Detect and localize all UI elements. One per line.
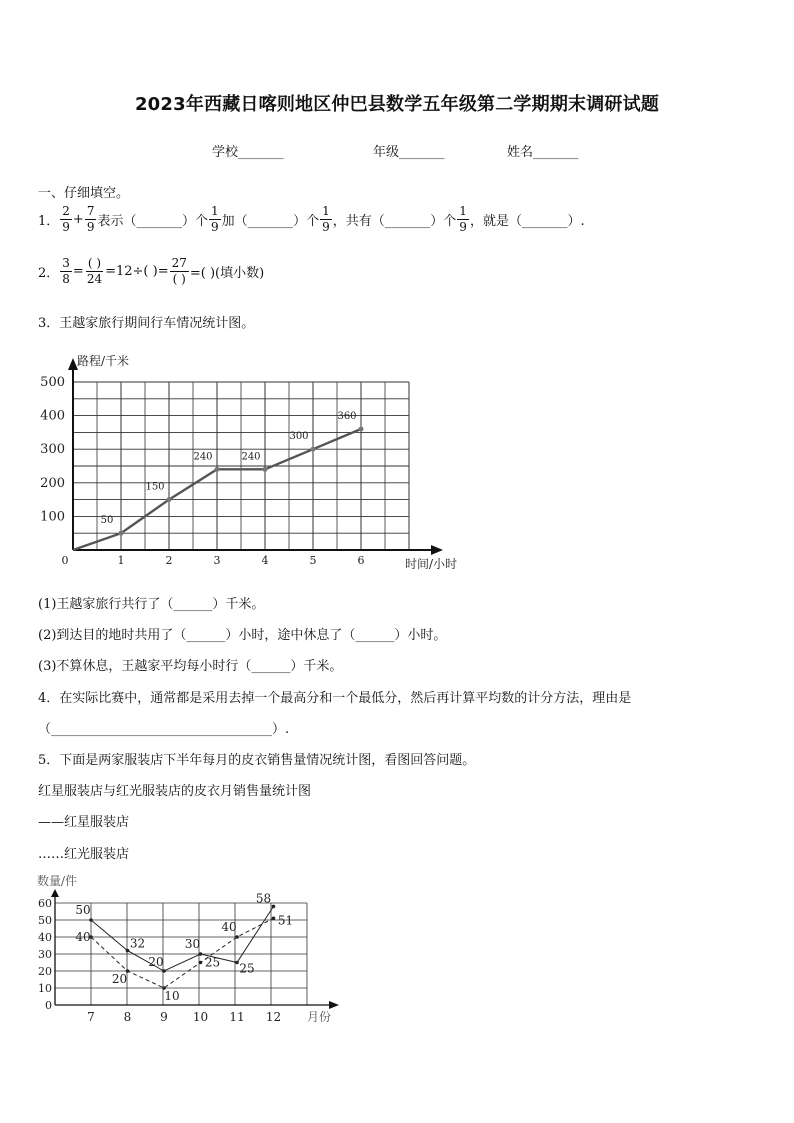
grade-label: 年级 bbox=[373, 145, 400, 160]
x-axis-arrow bbox=[431, 545, 443, 555]
q1-plus: + bbox=[72, 212, 84, 227]
section-heading: 一、仔细填空。 bbox=[38, 186, 130, 201]
leather-sales-chart bbox=[33, 872, 343, 1027]
data-point bbox=[199, 952, 203, 956]
q3-sub-3[interactable]: (3)不算休息，王越家平均每小时行（______）千米。 bbox=[38, 659, 343, 674]
y-tick-label: 400 bbox=[40, 408, 65, 424]
data-label: 20 bbox=[111, 972, 128, 986]
data-label: 40 bbox=[75, 930, 91, 944]
q1-fraction-4: $\frac{1}{9}$ bbox=[322, 204, 330, 234]
question-3-heading: 3．王越家旅行期间行车情况统计图。 bbox=[38, 316, 255, 331]
data-label: 360 bbox=[337, 411, 357, 423]
y-tick-label: 10 bbox=[38, 982, 52, 995]
data-label: 51 bbox=[277, 913, 294, 928]
x-tick-label: 7 bbox=[87, 1010, 95, 1024]
data-label: 240 bbox=[241, 451, 261, 463]
q5-line-1: 5．下面是两家服装店下半年每月的皮衣销售量情况统计图，看图回答问题。 bbox=[38, 753, 476, 768]
page-title: 2023年西藏日喀则地区仲巴县数学五年级第二学期期末调研试题 bbox=[134, 94, 660, 115]
data-point bbox=[359, 427, 364, 432]
q1-fraction-5: $\frac{1}{9}$ bbox=[459, 204, 467, 234]
x-tick-label: 12 bbox=[265, 1010, 282, 1024]
data-label: 32 bbox=[129, 936, 146, 951]
data-label: 150 bbox=[145, 481, 165, 493]
q1-text-4[interactable]: ，就是（_______）. bbox=[469, 214, 585, 229]
q1-fraction-2: $\frac{7}{9}$ bbox=[86, 204, 95, 234]
name-label: 姓名 bbox=[507, 145, 534, 160]
school-label: 学校 bbox=[212, 145, 239, 160]
data-point bbox=[272, 917, 276, 921]
name-field[interactable] bbox=[507, 141, 579, 160]
x-tick-label: 4 bbox=[261, 554, 269, 567]
question-2 bbox=[38, 256, 264, 287]
q1-fraction-3: $\frac{1}{9}$ bbox=[210, 204, 219, 234]
data-label: 25 bbox=[239, 961, 255, 976]
q1-text-1[interactable]: 表示（_______）个 bbox=[97, 214, 208, 229]
school-field[interactable] bbox=[212, 141, 284, 160]
data-point bbox=[119, 531, 124, 536]
y-tick-label: 60 bbox=[38, 897, 52, 910]
y-tick-label: 20 bbox=[38, 965, 52, 978]
x-tick-label: 10 bbox=[192, 1010, 209, 1024]
grade-field[interactable] bbox=[373, 141, 445, 160]
q2-fraction-2[interactable]: $\frac{( )}{24}$ bbox=[86, 256, 103, 286]
q4-answer-line[interactable]: （__________________________________）. bbox=[38, 722, 290, 737]
q2-fraction-1: $\frac{3}{8}$ bbox=[62, 256, 70, 286]
school-blank: _______ bbox=[238, 145, 284, 160]
x-axis-label: 时间/小时 bbox=[405, 557, 458, 571]
q4-line-1: 4．在实际比赛中，通常都是采用去掉一个最高分和一个最低分，然后再计算平均数的计分方法，理由是 bbox=[38, 691, 632, 706]
x-axis-label: 月份 bbox=[307, 1010, 332, 1024]
q1-text-2[interactable]: 加（_______）个 bbox=[221, 214, 320, 229]
y-tick-label: 30 bbox=[38, 948, 52, 961]
x-tick-label: 9 bbox=[160, 1010, 168, 1024]
q2-text-2[interactable]: =( )(填小数) bbox=[189, 266, 265, 281]
y-tick-label: 300 bbox=[40, 442, 65, 458]
y-axis-label: 数量/件 bbox=[37, 874, 78, 888]
grade-blank: _______ bbox=[399, 145, 445, 160]
data-point bbox=[126, 949, 130, 953]
y-tick-label: 0 bbox=[45, 999, 52, 1012]
travel-distance-chart bbox=[35, 350, 475, 572]
x-tick-label: 11 bbox=[229, 1010, 245, 1024]
q5-chart-title: 红星服装店与红光服装店的皮衣月销售量统计图 bbox=[38, 784, 312, 799]
q2-equals: = bbox=[72, 264, 84, 279]
x-axis-arrow bbox=[329, 1001, 339, 1009]
y-tick-label: 40 bbox=[38, 931, 52, 944]
data-point bbox=[272, 905, 276, 909]
data-point bbox=[89, 918, 93, 922]
y-tick-label: 500 bbox=[40, 375, 65, 390]
data-label: 50 bbox=[75, 903, 91, 917]
q1-text-3[interactable]: ，共有（_______）个 bbox=[332, 214, 457, 229]
name-blank: _______ bbox=[533, 145, 579, 160]
y-tick-label: 100 bbox=[40, 509, 65, 525]
data-label: 50 bbox=[100, 515, 114, 527]
q5-legend-hongxing: ——红星服装店 bbox=[38, 815, 130, 830]
x-tick-label: 2 bbox=[165, 554, 173, 567]
x-tick-label: 0 bbox=[61, 554, 69, 567]
q3-sub-2[interactable]: (2)到达目的地时共用了（______）小时，途中休息了（______）小时。 bbox=[38, 628, 447, 643]
q1-fraction-1: $\frac{2}{9}$ bbox=[62, 204, 70, 234]
y-tick-label: 50 bbox=[38, 914, 52, 927]
data-label: 58 bbox=[255, 891, 272, 906]
data-label: 10 bbox=[164, 989, 180, 1003]
q1-number: 1． bbox=[38, 214, 60, 229]
data-point bbox=[167, 497, 172, 502]
q2-fraction-3[interactable]: $\frac{27}{( )}$ bbox=[171, 256, 187, 286]
question-1 bbox=[38, 204, 585, 235]
data-point bbox=[235, 961, 239, 965]
data-label: 25 bbox=[204, 955, 221, 970]
x-tick-label: 1 bbox=[117, 554, 125, 567]
data-label: 300 bbox=[289, 431, 309, 443]
q5-legend-hongguang: ……红光服装店 bbox=[38, 847, 130, 862]
data-point bbox=[263, 467, 268, 472]
data-label: 30 bbox=[184, 937, 201, 951]
x-tick-label: 5 bbox=[309, 554, 317, 567]
data-point bbox=[215, 467, 220, 472]
data-point bbox=[199, 961, 203, 965]
data-label: 20 bbox=[148, 955, 164, 969]
data-point bbox=[311, 447, 316, 452]
q2-text-1[interactable]: =12÷( )= bbox=[105, 264, 169, 279]
q3-sub-1[interactable]: (1)王越家旅行共行了（______）千米。 bbox=[38, 597, 265, 612]
q2-number: 2． bbox=[38, 266, 60, 281]
data-point bbox=[162, 969, 166, 973]
y-axis-arrow bbox=[51, 889, 59, 897]
x-tick-label: 6 bbox=[357, 554, 365, 567]
y-tick-label: 200 bbox=[40, 475, 65, 491]
data-label: 40 bbox=[221, 920, 237, 934]
y-axis-label: 路程/千米 bbox=[77, 354, 130, 368]
data-label: 240 bbox=[193, 451, 213, 463]
x-tick-label: 8 bbox=[123, 1010, 132, 1024]
data-point bbox=[235, 935, 239, 939]
x-tick-label: 3 bbox=[213, 554, 221, 567]
